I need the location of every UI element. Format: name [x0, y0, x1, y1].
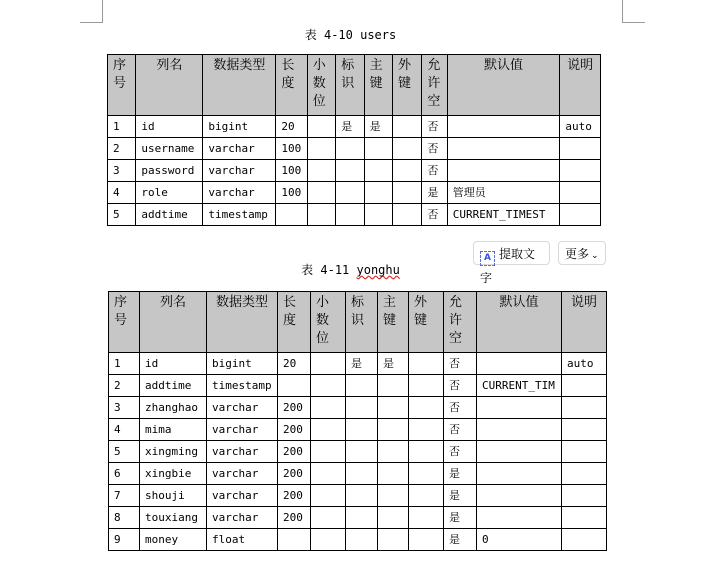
cell-decimals	[311, 507, 346, 529]
cell-decimals	[307, 138, 335, 160]
cell-length: 100	[276, 160, 307, 182]
table-row	[108, 160, 601, 182]
cell-identity	[346, 463, 378, 485]
header-data-type: 数据类型	[203, 55, 276, 116]
cell-nullable: 是	[444, 529, 477, 551]
cell-data-type: varchar	[207, 485, 278, 507]
caption-name: yonghu	[356, 263, 400, 277]
cell-data-type: varchar	[207, 397, 278, 419]
header-text: 长度	[281, 58, 295, 91]
cell-default-value	[477, 353, 562, 375]
cell-decimals	[311, 529, 346, 551]
cell-decimals	[311, 463, 346, 485]
table-row	[109, 375, 607, 397]
header-text: 标识	[341, 58, 355, 91]
cell-primary-key	[364, 182, 392, 204]
cell-nullable: 是	[422, 182, 447, 204]
cell-foreign-key	[409, 353, 444, 375]
header-text: 外键	[414, 295, 428, 328]
cell-primary-key	[378, 507, 409, 529]
cell-identity	[346, 441, 378, 463]
cell-nullable: 否	[422, 138, 447, 160]
cell-decimals	[311, 441, 346, 463]
cell-column-name: id	[140, 353, 207, 375]
cell-column-name: username	[136, 138, 203, 160]
header-primary-key	[364, 55, 392, 116]
cell-data-type: varchar	[207, 441, 278, 463]
cell-description	[562, 441, 607, 463]
header-length	[278, 292, 311, 353]
cell-seq: 5	[109, 441, 140, 463]
table-row	[109, 507, 607, 529]
cell-primary-key: 是	[378, 353, 409, 375]
cell-default-value: 0	[477, 529, 562, 551]
cell-length: 20	[278, 353, 311, 375]
cell-foreign-key	[392, 204, 421, 226]
chevron-down-icon: ⌄	[591, 251, 599, 261]
cell-decimals	[311, 397, 346, 419]
cell-seq: 7	[109, 485, 140, 507]
header-text: 小数位	[312, 58, 326, 109]
cell-foreign-key	[409, 375, 444, 397]
cell-foreign-key	[409, 485, 444, 507]
cell-nullable: 否	[444, 397, 477, 419]
cell-foreign-key	[409, 419, 444, 441]
cell-length: 200	[278, 397, 311, 419]
cell-seq: 3	[109, 397, 140, 419]
cell-length: 200	[278, 441, 311, 463]
table-row	[109, 529, 607, 551]
cell-foreign-key	[409, 507, 444, 529]
cell-default-value	[477, 419, 562, 441]
cell-seq: 2	[108, 138, 136, 160]
cell-seq: 1	[109, 353, 140, 375]
cell-identity	[346, 485, 378, 507]
header-decimals	[307, 55, 335, 116]
cell-column-name: id	[136, 116, 203, 138]
cell-nullable: 否	[444, 419, 477, 441]
cell-identity	[336, 160, 364, 182]
cell-decimals	[311, 353, 346, 375]
more-label: 更多	[565, 247, 590, 261]
header-identity	[346, 292, 378, 353]
table-caption-yonghu	[0, 261, 701, 278]
table-row	[108, 116, 601, 138]
table-row	[109, 397, 607, 419]
cell-description	[562, 485, 607, 507]
header-text: 允许空	[449, 295, 463, 346]
header-foreign-key	[392, 55, 421, 116]
cell-primary-key	[378, 463, 409, 485]
table-row	[109, 419, 607, 441]
table-row	[109, 463, 607, 485]
cell-column-name: money	[140, 529, 207, 551]
cell-length: 200	[278, 463, 311, 485]
cell-identity	[346, 507, 378, 529]
header-text: 标识	[351, 295, 365, 328]
cell-column-name: addtime	[140, 375, 207, 397]
cell-description	[562, 529, 607, 551]
cell-seq: 5	[108, 204, 136, 226]
cell-length	[278, 529, 311, 551]
cell-identity	[336, 204, 364, 226]
cell-foreign-key	[392, 116, 421, 138]
cell-default-value: CURRENT_TIM	[477, 375, 562, 397]
cell-description	[562, 463, 607, 485]
table-caption-users	[0, 26, 701, 43]
cell-data-type: varchar	[203, 138, 276, 160]
header-text: 小数位	[316, 295, 330, 346]
cell-data-type: bigint	[203, 116, 276, 138]
cell-nullable: 是	[444, 507, 477, 529]
header-foreign-key	[409, 292, 444, 353]
cell-nullable: 是	[444, 463, 477, 485]
header-row	[109, 292, 607, 353]
cell-primary-key	[378, 397, 409, 419]
cell-column-name: mima	[140, 419, 207, 441]
cell-length: 100	[276, 182, 307, 204]
header-text: 主键	[369, 58, 383, 91]
header-text: 主键	[383, 295, 397, 328]
table-row	[108, 204, 601, 226]
cell-description	[562, 375, 607, 397]
header-seq	[109, 292, 140, 353]
header-seq	[108, 55, 136, 116]
crop-mark-top-left	[80, 0, 103, 23]
cell-data-type: timestamp	[207, 375, 278, 397]
table-row	[109, 441, 607, 463]
header-nullable	[422, 55, 447, 116]
header-text: 序号	[114, 295, 128, 328]
cell-default-value	[477, 441, 562, 463]
cell-column-name: shouji	[140, 485, 207, 507]
table-row	[108, 182, 601, 204]
cell-description	[560, 204, 601, 226]
cell-default-value	[477, 397, 562, 419]
cell-identity	[346, 419, 378, 441]
cell-length: 100	[276, 138, 307, 160]
cell-description	[562, 397, 607, 419]
cell-column-name: zhanghao	[140, 397, 207, 419]
cell-column-name: touxiang	[140, 507, 207, 529]
cell-decimals	[311, 419, 346, 441]
cell-data-type: varchar	[207, 419, 278, 441]
yonghu-table	[108, 291, 607, 551]
header-text: 外键	[397, 58, 411, 91]
header-description: 说明	[562, 292, 607, 353]
cell-identity	[346, 529, 378, 551]
cell-nullable: 否	[422, 204, 447, 226]
cell-data-type: float	[207, 529, 278, 551]
cell-nullable: 否	[422, 160, 447, 182]
cell-column-name: xingming	[140, 441, 207, 463]
cell-default-value	[447, 116, 560, 138]
cell-description	[560, 182, 601, 204]
cell-data-type: varchar	[203, 182, 276, 204]
cell-default-value	[477, 485, 562, 507]
cell-decimals	[307, 160, 335, 182]
cell-seq: 2	[109, 375, 140, 397]
cell-default-value: 管理员	[447, 182, 560, 204]
cell-foreign-key	[409, 529, 444, 551]
cell-primary-key	[378, 529, 409, 551]
cell-column-name: xingbie	[140, 463, 207, 485]
cell-default-value	[447, 160, 560, 182]
table-row	[109, 485, 607, 507]
cell-decimals	[307, 204, 335, 226]
header-data-type: 数据类型	[207, 292, 278, 353]
cell-description: auto	[562, 353, 607, 375]
cell-nullable: 否	[422, 116, 447, 138]
cell-decimals	[307, 182, 335, 204]
cell-description	[562, 419, 607, 441]
cell-primary-key	[364, 204, 392, 226]
header-nullable	[444, 292, 477, 353]
header-decimals	[311, 292, 346, 353]
cell-nullable: 否	[444, 441, 477, 463]
cell-seq: 4	[109, 419, 140, 441]
cell-length	[276, 204, 307, 226]
cell-seq: 8	[109, 507, 140, 529]
header-description: 说明	[560, 55, 601, 116]
table-row	[108, 138, 601, 160]
cell-identity	[346, 397, 378, 419]
cell-default-value	[447, 138, 560, 160]
cell-decimals	[311, 375, 346, 397]
header-row	[108, 55, 601, 116]
cell-seq: 3	[108, 160, 136, 182]
header-default-value: 默认值	[477, 292, 562, 353]
cell-decimals	[311, 485, 346, 507]
table-row	[109, 353, 607, 375]
cell-primary-key	[378, 375, 409, 397]
cell-nullable: 是	[444, 485, 477, 507]
cell-description	[562, 507, 607, 529]
cell-column-name: addtime	[136, 204, 203, 226]
cell-length: 200	[278, 507, 311, 529]
cell-data-type: bigint	[207, 353, 278, 375]
cell-identity	[346, 375, 378, 397]
cell-column-name: role	[136, 182, 203, 204]
crop-mark-top-right	[622, 0, 645, 23]
header-column-name: 列名	[140, 292, 207, 353]
cell-description	[560, 138, 601, 160]
header-column-name: 列名	[136, 55, 203, 116]
cell-foreign-key	[409, 397, 444, 419]
cell-length: 200	[278, 419, 311, 441]
cell-seq: 6	[109, 463, 140, 485]
extract-text-label: 提取文字	[480, 247, 536, 285]
cell-identity	[336, 138, 364, 160]
cell-column-name: password	[136, 160, 203, 182]
caption-name: users	[360, 28, 397, 42]
cell-default-value	[477, 463, 562, 485]
cell-data-type: varchar	[203, 160, 276, 182]
cell-foreign-key	[392, 138, 421, 160]
cell-length: 20	[276, 116, 307, 138]
header-primary-key	[378, 292, 409, 353]
cell-identity	[336, 182, 364, 204]
cell-identity: 是	[336, 116, 364, 138]
caption-prefix: 表 4-11	[301, 263, 357, 277]
cell-primary-key: 是	[364, 116, 392, 138]
cell-seq: 9	[109, 529, 140, 551]
cell-description: auto	[560, 116, 601, 138]
cell-primary-key	[378, 441, 409, 463]
cell-foreign-key	[392, 160, 421, 182]
cell-default-value	[477, 507, 562, 529]
cell-foreign-key	[392, 182, 421, 204]
cell-primary-key	[364, 138, 392, 160]
cell-length: 200	[278, 485, 311, 507]
header-text: 长度	[283, 295, 297, 328]
cell-data-type: varchar	[207, 463, 278, 485]
cell-seq: 4	[108, 182, 136, 204]
cell-length	[278, 375, 311, 397]
users-table	[107, 54, 601, 226]
cell-data-type: timestamp	[203, 204, 276, 226]
cell-primary-key	[378, 419, 409, 441]
header-default-value: 默认值	[447, 55, 560, 116]
header-text: 允许空	[427, 58, 441, 109]
cell-nullable: 否	[444, 375, 477, 397]
caption-prefix: 表 4-10	[304, 28, 361, 42]
cell-data-type: varchar	[207, 507, 278, 529]
cell-foreign-key	[409, 463, 444, 485]
header-identity	[336, 55, 364, 116]
cell-foreign-key	[409, 441, 444, 463]
header-length	[276, 55, 307, 116]
cell-primary-key	[378, 485, 409, 507]
cell-identity: 是	[346, 353, 378, 375]
cell-decimals	[307, 116, 335, 138]
cell-primary-key	[364, 160, 392, 182]
header-text: 序号	[113, 58, 127, 91]
cell-nullable: 否	[444, 353, 477, 375]
cell-default-value: CURRENT_TIMEST	[447, 204, 560, 226]
cell-seq: 1	[108, 116, 136, 138]
text-extract-icon: A	[480, 251, 495, 266]
cell-description	[560, 160, 601, 182]
